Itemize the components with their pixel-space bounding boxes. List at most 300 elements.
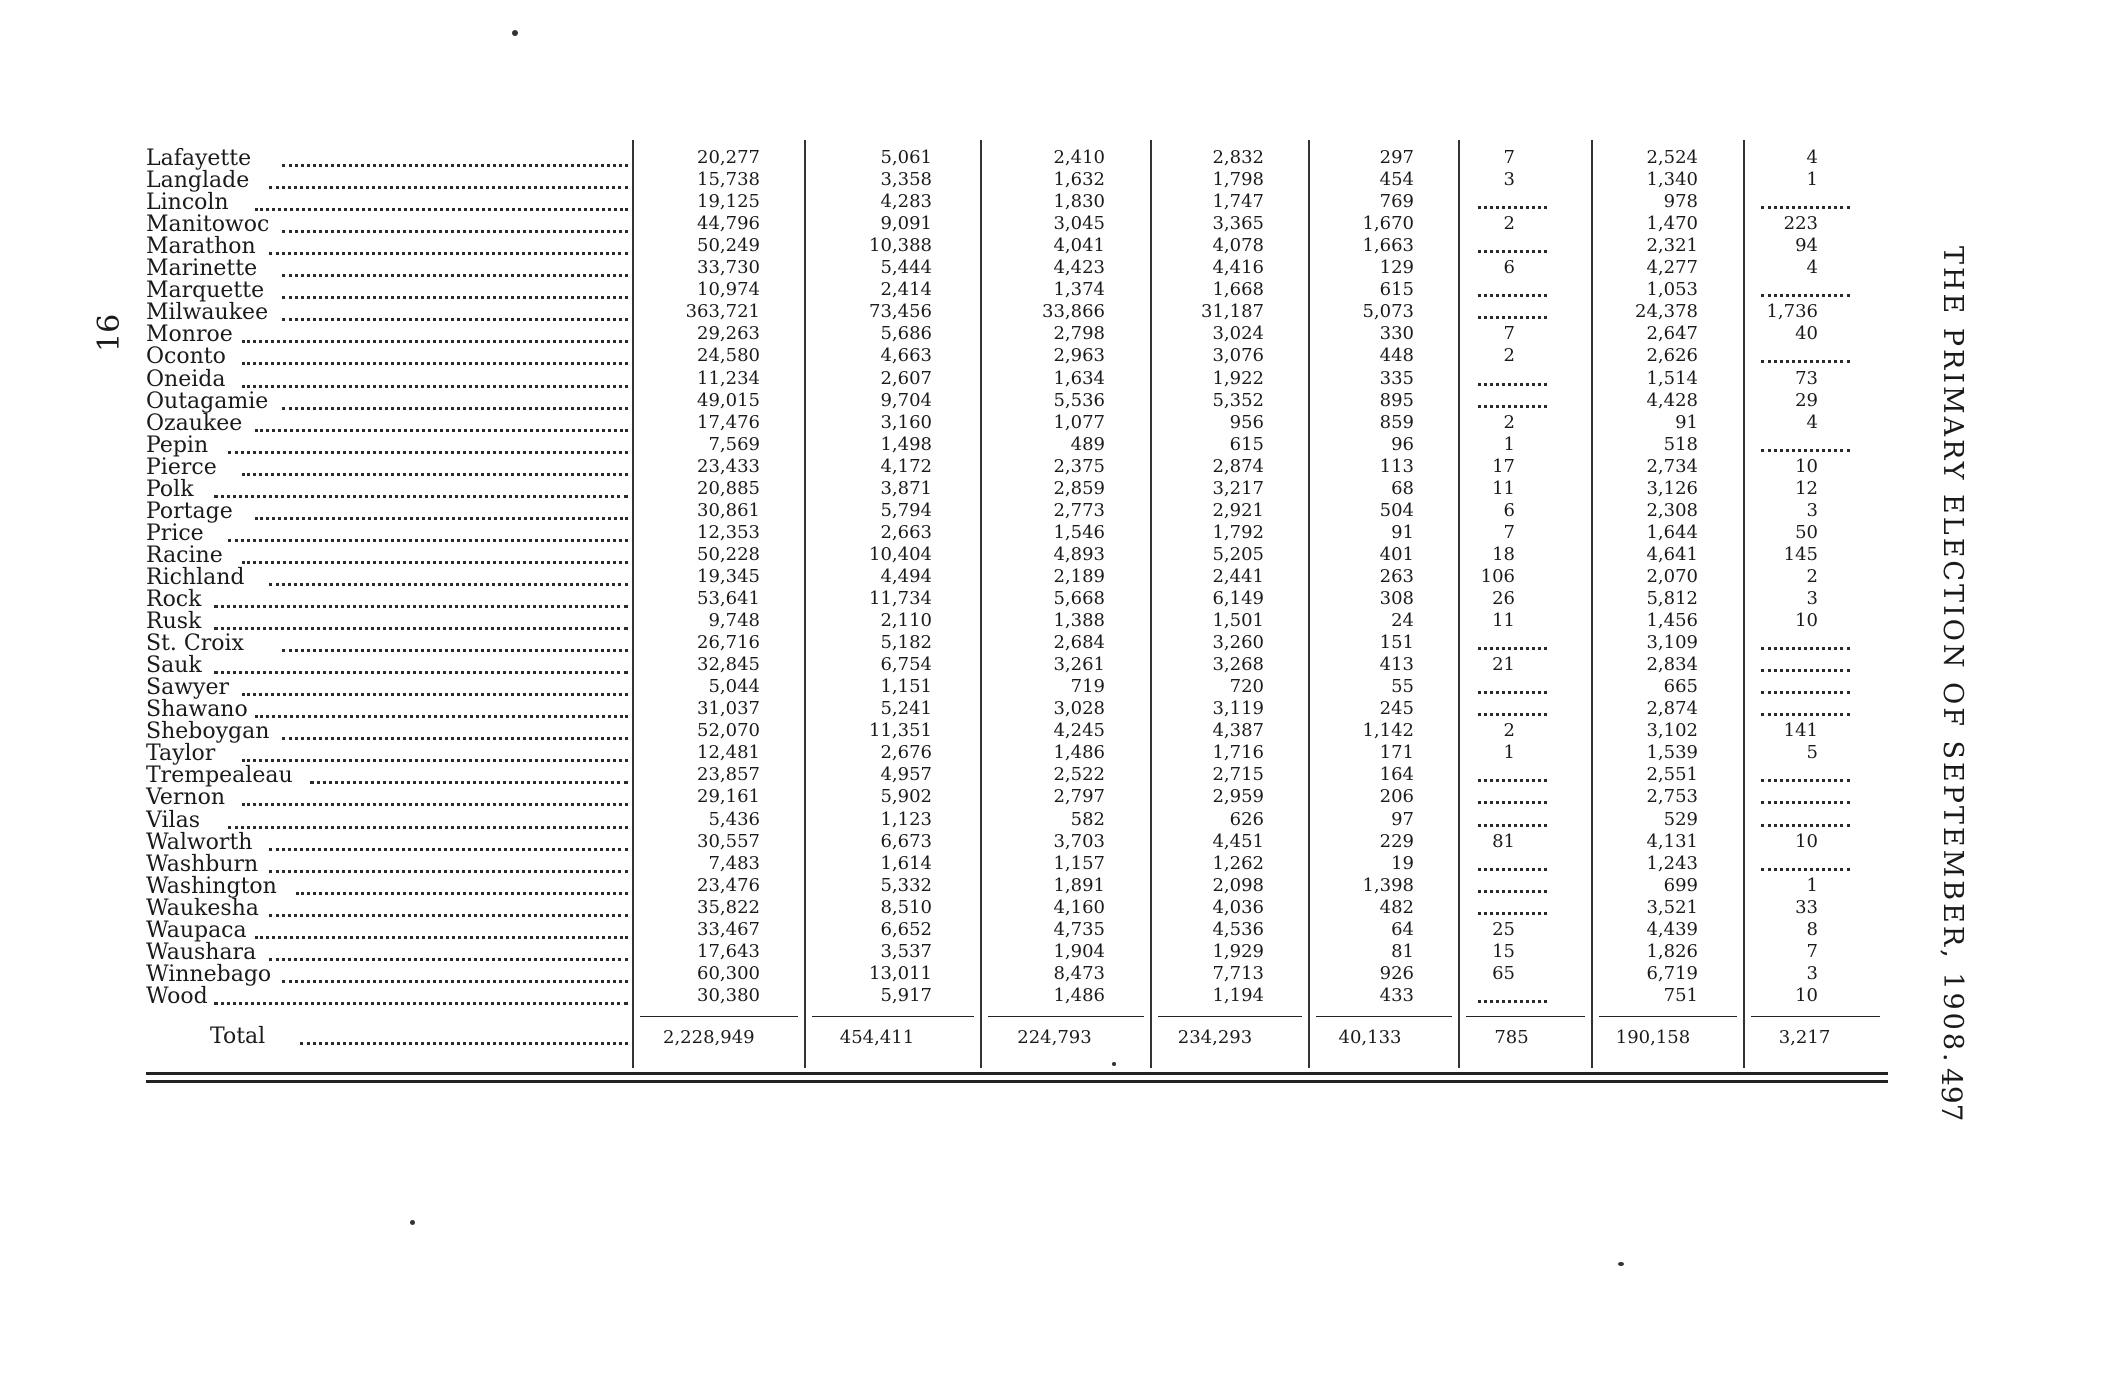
table-cell: 164 (1379, 764, 1414, 786)
table-cell: 8 (1806, 918, 1818, 940)
table-cell: 1,486 (1053, 742, 1105, 764)
county-name: Marinette (146, 256, 258, 282)
table-cell: 49,015 (697, 389, 760, 411)
empty-cell-dots (1478, 868, 1547, 871)
table-cell: 40 (1795, 323, 1818, 345)
county-name: Ozaukee (146, 410, 243, 436)
dot-leader (228, 539, 628, 542)
table-cell: 8,510 (880, 896, 932, 918)
empty-cell-dots (1478, 250, 1547, 253)
table-cell: 3,217 (1212, 477, 1264, 499)
bottom-double-rule (146, 1072, 1888, 1075)
dot-leader (214, 605, 628, 608)
table-cell: 719 (1070, 676, 1105, 698)
table-cell: 2,715 (1212, 764, 1264, 786)
table-cell: 529 (1663, 808, 1698, 830)
dot-leader (255, 936, 628, 939)
table-cell: 1,340 (1646, 169, 1698, 191)
dot-leader (214, 495, 628, 498)
table-cell: 4,036 (1212, 896, 1264, 918)
dot-leader (282, 980, 628, 983)
dot-leader (282, 274, 628, 277)
table-cell: 6,673 (880, 830, 932, 852)
table-cell: 245 (1379, 698, 1414, 720)
empty-cell-dots (1761, 360, 1850, 363)
table-cell: 3,119 (1212, 698, 1264, 720)
table-cell: 489 (1070, 433, 1105, 455)
table-cell: 956 (1229, 411, 1264, 433)
county-name: Washington (146, 873, 277, 899)
table-cell: 5,536 (1053, 389, 1105, 411)
county-name: Polk (146, 476, 194, 502)
table-cell: 4 (1806, 147, 1818, 168)
table-cell: 1,670 (1362, 213, 1414, 235)
table-cell: 5,044 (708, 676, 760, 698)
table-cell: 50 (1795, 521, 1818, 543)
table-cell: 3,365 (1212, 213, 1264, 235)
dot-leader (242, 340, 628, 343)
table-cell: 2,832 (1212, 147, 1264, 168)
dot-leader (214, 1002, 628, 1005)
dot-leader (242, 473, 628, 476)
table-cell: 1,663 (1362, 235, 1414, 257)
table-cell: 3,045 (1053, 213, 1105, 235)
county-name: Shawano (146, 697, 248, 723)
county-name: Lincoln (146, 190, 229, 216)
table-cell: 582 (1070, 808, 1105, 830)
table-cell: 151 (1379, 632, 1414, 654)
table-cell: 5,205 (1212, 543, 1264, 565)
empty-cell-dots (1478, 713, 1547, 716)
table-cell: 73 (1795, 367, 1818, 389)
table-cell: 55 (1391, 676, 1414, 698)
table-cell: 4,439 (1646, 918, 1698, 940)
county-name: Oneida (146, 366, 226, 392)
table-cell: 4,957 (880, 764, 932, 786)
dot-leader (242, 385, 628, 388)
table-cell: 20,277 (697, 147, 760, 168)
dot-leader (282, 737, 628, 740)
dot-leader (300, 1042, 628, 1045)
county-name: Vernon (146, 785, 225, 811)
table-cell: 751 (1663, 984, 1698, 1006)
table-cell: 1,644 (1646, 521, 1698, 543)
county-name: Pierce (146, 454, 217, 480)
table-cell: 30,380 (697, 984, 760, 1006)
empty-cell-dots (1761, 713, 1850, 716)
table-cell: 1,142 (1362, 720, 1414, 742)
table-cell: 26,716 (697, 632, 760, 654)
table-cell: 6,149 (1212, 588, 1264, 609)
running-head: THE PRIMARY ELECTION OF SEPTEMBER, 1908. (1937, 246, 1968, 1065)
table-cell: 96 (1391, 433, 1414, 455)
empty-cell-dots (1478, 316, 1547, 319)
subtotal-rule (988, 1016, 1144, 1017)
table-cell: 926 (1379, 962, 1414, 984)
county-name: Oconto (146, 344, 226, 370)
table-cell: 52,070 (697, 720, 760, 742)
table-cell: 11,734 (869, 588, 932, 609)
table-cell: 3 (1806, 588, 1818, 609)
table-cell: 9,091 (880, 213, 932, 235)
empty-cell-dots (1478, 647, 1547, 650)
subtotal-rule (1316, 1016, 1452, 1017)
table-cell: 5,352 (1212, 389, 1264, 411)
table-cell: 6 (1503, 499, 1515, 521)
table-cell: 330 (1379, 323, 1414, 345)
table-cell: 91 (1675, 411, 1698, 433)
table-cell: 2,921 (1212, 499, 1264, 521)
table-cell: 1,736 (1766, 301, 1818, 323)
table-cell: 50,249 (697, 235, 760, 257)
table-cell: 401 (1379, 543, 1414, 565)
county-name: Waupaca (146, 917, 247, 943)
table-cell: 2,959 (1212, 786, 1264, 808)
table-cell: 454 (1379, 169, 1414, 191)
empty-cell-dots (1761, 691, 1850, 694)
table-cell: 1,470 (1646, 213, 1698, 235)
table-cell: 1,904 (1053, 940, 1105, 962)
print-speck (1618, 1262, 1624, 1266)
table-cell: 4,283 (880, 191, 932, 213)
table-cell: 413 (1379, 654, 1414, 676)
dot-leader (214, 627, 628, 630)
table-cell: 18 (1492, 543, 1515, 565)
table-cell: 229 (1379, 830, 1414, 852)
table-cell: 23,476 (697, 874, 760, 896)
dot-leader (269, 848, 628, 851)
county-name: St. Croix (146, 631, 244, 657)
empty-cell-dots (1761, 294, 1850, 297)
dot-leader (242, 759, 628, 762)
table-cell: 4,172 (880, 455, 932, 477)
table-cell: 9,748 (708, 610, 760, 632)
table-cell: 33 (1795, 896, 1818, 918)
table-cell: 30,861 (697, 499, 760, 521)
table-cell: 5 (1806, 742, 1818, 764)
table-cell: 11,351 (869, 720, 932, 742)
print-speck (410, 1220, 415, 1225)
table-cell: 448 (1379, 345, 1414, 367)
table-cell: 20,885 (697, 477, 760, 499)
table-cell: 171 (1379, 742, 1414, 764)
table-cell: 206 (1379, 786, 1414, 808)
dot-leader (282, 407, 628, 410)
dot-leader (269, 914, 628, 917)
table-cell: 12,353 (697, 521, 760, 543)
table-cell: 1 (1503, 742, 1515, 764)
table-cell: 3 (1503, 169, 1515, 191)
table-cell: 504 (1379, 499, 1414, 521)
county-name: Outagamie (146, 388, 269, 414)
empty-cell-dots (1478, 1000, 1547, 1003)
table-cell: 2,189 (1053, 565, 1105, 587)
dot-leader (255, 429, 628, 432)
table-cell: 1,632 (1053, 169, 1105, 191)
table-cell: 6,719 (1646, 962, 1698, 984)
table-cell: 23,857 (697, 764, 760, 786)
table-cell: 11 (1492, 610, 1515, 632)
table-cell: 3,109 (1646, 632, 1698, 654)
table-cell: 5,436 (708, 808, 760, 830)
table-cell: 7,483 (708, 852, 760, 874)
county-name: Manitowoc (146, 212, 270, 238)
table-cell: 2,798 (1053, 323, 1105, 345)
subtotal-rule (1466, 1016, 1585, 1017)
table-cell: 2,753 (1646, 786, 1698, 808)
table-cell: 9,704 (880, 389, 932, 411)
table-cell: 2,321 (1646, 235, 1698, 257)
table-cell: 1,668 (1212, 279, 1264, 301)
table-cell: 25 (1492, 918, 1515, 940)
county-name: Pepin (146, 432, 209, 458)
table-cell: 1,792 (1212, 521, 1264, 543)
county-name: Portage (146, 498, 233, 524)
table-cell: 4,160 (1053, 896, 1105, 918)
table-cell: 3 (1806, 962, 1818, 984)
table-cell: 4 (1806, 257, 1818, 279)
empty-cell-dots (1478, 801, 1547, 804)
table-cell: 1,123 (880, 808, 932, 830)
table-cell: 1,830 (1053, 191, 1105, 213)
table-cell: 4,078 (1212, 235, 1264, 257)
table-cell: 3,102 (1646, 720, 1698, 742)
table-cell: 29,263 (697, 323, 760, 345)
table-cell: 7,713 (1212, 962, 1264, 984)
table-cell: 699 (1663, 874, 1698, 896)
total-cell: 3,217 (1778, 1027, 1831, 1048)
column-rule (980, 140, 982, 1068)
county-name: Wood (146, 983, 208, 1009)
table-cell: 2,070 (1646, 565, 1698, 587)
empty-cell-dots (1761, 868, 1850, 871)
dot-leader (282, 318, 628, 321)
table-cell: 3,358 (880, 169, 932, 191)
empty-cell-dots (1478, 691, 1547, 694)
table-cell: 35,822 (697, 896, 760, 918)
table-cell: 10 (1795, 830, 1818, 852)
county-name: Langlade (146, 168, 250, 194)
dot-leader (269, 870, 628, 873)
margin-number: 16 (92, 313, 127, 352)
table-cell: 31,187 (1201, 301, 1264, 323)
total-cell: 224,793 (1017, 1027, 1092, 1048)
table-cell: 26 (1492, 588, 1515, 609)
table-cell: 17,476 (697, 411, 760, 433)
table-cell: 1,398 (1362, 874, 1414, 896)
table-cell: 73,456 (869, 301, 932, 323)
table-cell: 29 (1795, 389, 1818, 411)
table-cell: 6,754 (880, 654, 932, 676)
dot-leader (242, 803, 628, 806)
table-cell: 4,416 (1212, 257, 1264, 279)
table-cell: 7 (1503, 521, 1515, 543)
table-cell: 1,634 (1053, 367, 1105, 389)
table-cell: 2,676 (880, 742, 932, 764)
table-cell: 94 (1795, 235, 1818, 257)
table-cell: 665 (1663, 676, 1698, 698)
table-cell: 141 (1783, 720, 1818, 742)
table-cell: 13,011 (869, 962, 932, 984)
table-cell: 5,917 (880, 984, 932, 1006)
empty-cell-dots (1761, 669, 1850, 672)
table-cell: 24,580 (697, 345, 760, 367)
table-cell: 2,551 (1646, 764, 1698, 786)
table-cell: 2,874 (1212, 455, 1264, 477)
table-cell: 2,441 (1212, 565, 1264, 587)
county-name: Walworth (146, 829, 253, 855)
county-name: Sheboygan (146, 719, 270, 745)
table-cell: 769 (1379, 191, 1414, 213)
table-cell: 5,073 (1362, 301, 1414, 323)
table-cell: 5,668 (1053, 588, 1105, 609)
dot-leader (282, 164, 628, 167)
table-cell: 3 (1806, 499, 1818, 521)
table-cell: 1,456 (1646, 610, 1698, 632)
table-cell: 308 (1379, 588, 1414, 609)
dot-leader (269, 583, 628, 586)
table-cell: 5,332 (880, 874, 932, 896)
county-name: Marquette (146, 278, 265, 304)
subtotal-rule (1158, 1016, 1302, 1017)
dot-leader (255, 208, 628, 211)
table-cell: 2,663 (880, 521, 932, 543)
table-cell: 1,747 (1212, 191, 1264, 213)
table-cell: 19,125 (697, 191, 760, 213)
table-cell: 2,524 (1646, 147, 1698, 168)
table-cell: 3,024 (1212, 323, 1264, 345)
dot-leader (310, 781, 628, 784)
table-cell: 10,974 (697, 279, 760, 301)
column-rule (804, 140, 806, 1068)
table-cell: 1,798 (1212, 169, 1264, 191)
table-cell: 24,378 (1635, 301, 1698, 323)
table-cell: 978 (1663, 191, 1698, 213)
table-cell: 60,300 (697, 962, 760, 984)
table-cell: 12 (1795, 477, 1818, 499)
print-speck (1112, 1062, 1116, 1066)
county-name: Winnebago (146, 961, 272, 987)
table-cell: 31,037 (697, 698, 760, 720)
table-cell: 113 (1379, 455, 1414, 477)
empty-cell-dots (1478, 206, 1547, 209)
table-cell: 2,773 (1053, 499, 1105, 521)
column-rule (1458, 140, 1460, 1068)
dot-leader (282, 230, 628, 233)
table-cell: 1,194 (1212, 984, 1264, 1006)
table-cell: 10,388 (869, 235, 932, 257)
table-cell: 129 (1379, 257, 1414, 279)
table-cell: 10 (1795, 984, 1818, 1006)
total-cell: 190,158 (1615, 1027, 1691, 1048)
print-speck (512, 30, 518, 36)
table-cell: 7 (1503, 147, 1515, 168)
table-cell: 7,569 (708, 433, 760, 455)
column-rule (1308, 140, 1310, 1068)
table-cell: 615 (1229, 433, 1264, 455)
dot-leader (255, 517, 628, 520)
table-cell: 6,652 (880, 918, 932, 940)
table-cell: 44,796 (697, 213, 760, 235)
table-cell: 97 (1391, 808, 1414, 830)
table-cell: 15 (1492, 940, 1515, 962)
table-cell: 1,539 (1646, 742, 1698, 764)
table-cell: 335 (1379, 367, 1414, 389)
table-cell: 895 (1379, 389, 1414, 411)
empty-cell-dots (1761, 206, 1850, 209)
table-cell: 4,536 (1212, 918, 1264, 940)
table-cell: 4,893 (1053, 543, 1105, 565)
county-name: Trempealeau (146, 763, 293, 789)
county-name: Sawyer (146, 675, 229, 701)
empty-cell-dots (1761, 801, 1850, 804)
table-cell: 2,874 (1646, 698, 1698, 720)
table-cell: 2 (1503, 411, 1515, 433)
table-cell: 17,643 (697, 940, 760, 962)
table-cell: 1,498 (880, 433, 932, 455)
empty-cell-dots (1761, 647, 1850, 650)
table-cell: 363,721 (685, 301, 760, 323)
county-name: Taylor (146, 741, 216, 767)
table-cell: 3,703 (1053, 830, 1105, 852)
dot-leader (228, 826, 628, 829)
table-cell: 10,404 (869, 543, 932, 565)
county-name: Price (146, 520, 204, 546)
table-cell: 1 (1806, 874, 1818, 896)
table-cell: 3,028 (1053, 698, 1105, 720)
table-cell: 1,262 (1212, 852, 1264, 874)
table-cell: 2,410 (1053, 147, 1105, 168)
table-cell: 4,277 (1646, 257, 1698, 279)
table-cell: 29,161 (697, 786, 760, 808)
table-cell: 5,444 (880, 257, 932, 279)
table-cell: 1,826 (1646, 940, 1698, 962)
table-cell: 7 (1806, 940, 1818, 962)
empty-cell-dots (1761, 824, 1850, 827)
table-cell: 859 (1379, 411, 1414, 433)
table-cell: 23,433 (697, 455, 760, 477)
total-cell: 40,133 (1338, 1027, 1402, 1048)
table-cell: 4,641 (1646, 543, 1698, 565)
table-cell: 4,131 (1646, 830, 1698, 852)
table-cell: 1,243 (1646, 852, 1698, 874)
bottom-double-rule (146, 1080, 1888, 1083)
subtotal-rule (1599, 1016, 1737, 1017)
column-rule (1591, 140, 1593, 1068)
dot-leader (269, 186, 628, 189)
table-cell: 7 (1503, 323, 1515, 345)
table-cell: 19,345 (697, 565, 760, 587)
subtotal-rule (1751, 1016, 1880, 1017)
table-cell: 1,546 (1053, 521, 1105, 543)
table-cell: 3,261 (1053, 654, 1105, 676)
table-cell: 2,375 (1053, 455, 1105, 477)
table-cell: 2,110 (880, 610, 932, 632)
table-cell: 11,234 (697, 367, 760, 389)
table-cell: 3,126 (1646, 477, 1698, 499)
table-cell: 81 (1391, 940, 1414, 962)
page-number: 497 (1935, 1068, 1968, 1122)
table-cell: 3,160 (880, 411, 932, 433)
table-cell: 2 (1503, 345, 1515, 367)
table-cell: 433 (1379, 984, 1414, 1006)
table-cell: 1,716 (1212, 742, 1264, 764)
empty-cell-dots (1478, 294, 1547, 297)
table-cell: 50,228 (697, 543, 760, 565)
table-cell: 4,494 (880, 565, 932, 587)
county-name: Waushara (146, 939, 257, 965)
table-cell: 297 (1379, 147, 1414, 168)
